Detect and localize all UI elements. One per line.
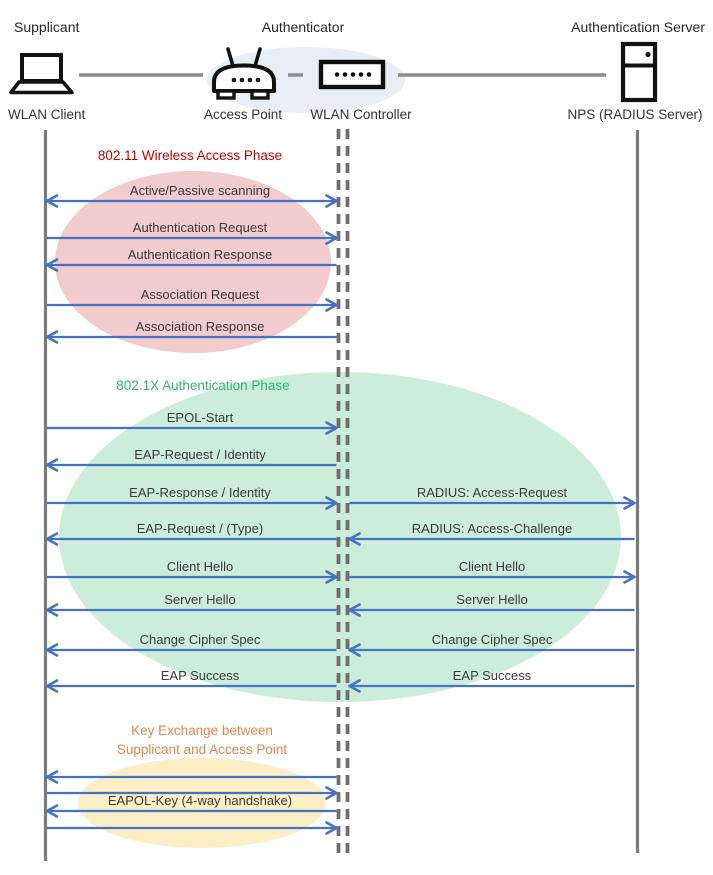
phase-title-key-exchange xyxy=(52,721,352,759)
message-label: EAP Success xyxy=(452,668,532,683)
message-label: EAPOL-Key (4-way handshake) xyxy=(107,793,293,808)
wlan-controller-icon xyxy=(317,58,389,94)
role-authentication-server: Authentication Server xyxy=(571,19,705,35)
label-wlan-client: WLAN Client xyxy=(8,107,86,122)
message-label: RADIUS: Access-Challenge xyxy=(411,521,573,536)
phase-title-key-exchange-line1: Key Exchange between xyxy=(131,723,273,738)
label-radius-server: NPS (RADIUS Server) xyxy=(567,107,703,122)
message-label: EPOL-Start xyxy=(166,410,234,425)
message-label: EAP-Request / (Type) xyxy=(136,521,264,536)
message-label: Server Hello xyxy=(164,592,236,607)
server-icon xyxy=(617,40,661,104)
message-label: Server Hello xyxy=(456,592,528,607)
label-access-point: Access Point xyxy=(203,107,283,122)
message-label: Change Cipher Spec xyxy=(139,632,261,647)
message-label: Association Request xyxy=(140,287,260,302)
message-label: EAP Success xyxy=(160,668,240,683)
message-label: Active/Passive scanning xyxy=(129,183,271,198)
role-authenticator: Authenticator xyxy=(261,19,345,35)
role-supplicant: Supplicant xyxy=(14,19,80,35)
message-label: EAP-Request / Identity xyxy=(134,447,266,462)
message-label: Authentication Request xyxy=(132,220,268,235)
message-label: Authentication Response xyxy=(127,247,273,262)
message-label: Client Hello xyxy=(458,559,526,574)
phase-title-key-exchange-line2: Supplicant and Access Point xyxy=(116,742,288,757)
message-label: Association Response xyxy=(135,319,265,334)
message-label: RADIUS: Access-Request xyxy=(416,485,568,500)
access-point-icon xyxy=(206,44,282,102)
message-label: Change Cipher Spec xyxy=(431,632,553,647)
laptop-icon xyxy=(8,50,76,98)
message-label: EAP-Response / Identity xyxy=(129,485,271,500)
phase-title-8021x-authentication: 802.1X Authentication Phase xyxy=(116,378,290,393)
phase-title-80211-wireless-access: 802.11 Wireless Access Phase xyxy=(97,148,283,163)
label-wlan-controller: WLAN Controller xyxy=(310,107,412,122)
message-label: Client Hello xyxy=(166,559,234,574)
